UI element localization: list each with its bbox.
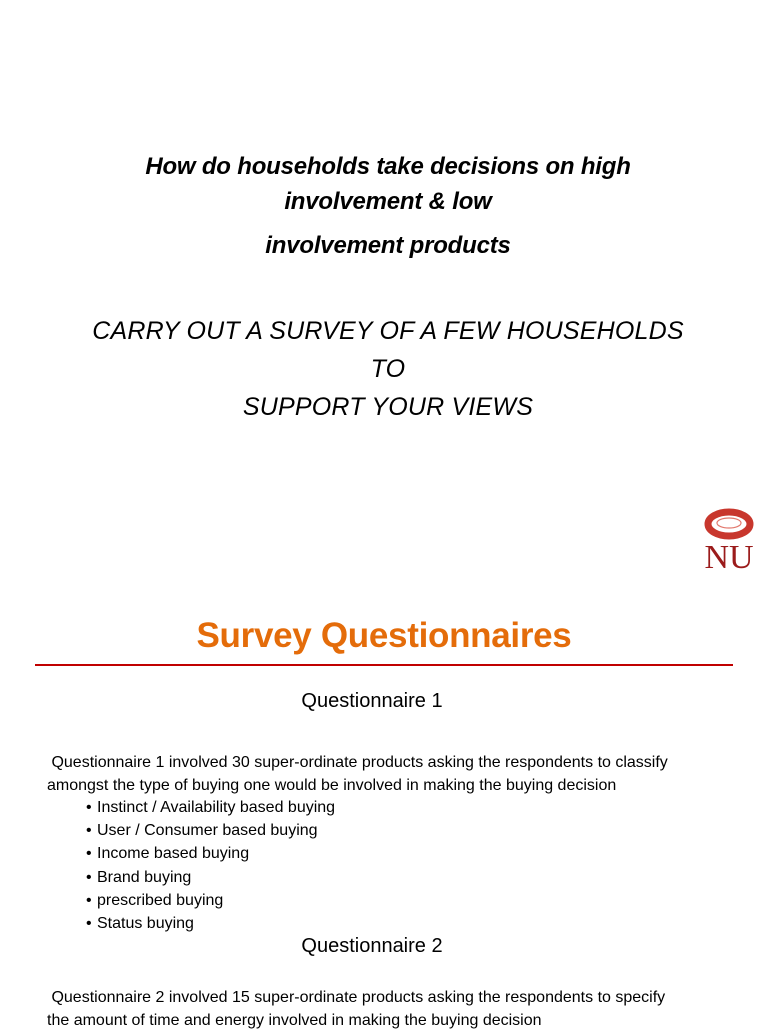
title-divider	[35, 664, 733, 666]
slide-title-line-3: involvement products	[265, 232, 511, 259]
list-item: • prescribed buying	[86, 889, 335, 912]
slide-title-line-2: involvement & low	[284, 188, 492, 215]
questionnaire-1-description-line-1: Questionnaire 1 involved 30 super-ordinate products asking the respondents to classify	[47, 754, 668, 771]
questionnaire-2-description-line-2: the amount of time and energy involved in making the buying decision	[47, 1012, 542, 1029]
task-line-3: SUPPORT YOUR VIEWS	[242, 393, 534, 421]
questionnaire-1-description-line-2: amongst the type of buying one would be involved in making the buying decision	[47, 777, 617, 794]
nu-logo	[700, 506, 758, 572]
questionnaire-2-description-line-1: Questionnaire 2 involved 15 super-ordinate products asking the respondents to specify	[47, 989, 666, 1006]
list-item: • User / Consumer based buying	[86, 819, 335, 842]
list-item: • Instinct / Availability based buying	[86, 796, 335, 819]
list-item: • Status buying	[86, 912, 335, 935]
questionnaire-2-description	[47, 986, 747, 1032]
section-title: Survey Questionnaires	[196, 616, 572, 655]
task-line-1: CARRY OUT A SURVEY OF A FEW HOUSEHOLDS	[92, 317, 684, 345]
slide-title-line-1: How do households take decisions on high	[145, 153, 631, 180]
questionnaire-1-description	[47, 751, 747, 797]
list-item: • Income based buying	[86, 842, 335, 865]
task-line-2: TO	[370, 355, 406, 383]
list-item: • Brand buying	[86, 866, 335, 889]
questionnaire-1-heading: Questionnaire 1	[301, 690, 443, 712]
svg-text:NU: NU	[704, 539, 754, 572]
buying-type-list	[86, 796, 335, 935]
questionnaire-2-heading: Questionnaire 2	[301, 935, 443, 957]
